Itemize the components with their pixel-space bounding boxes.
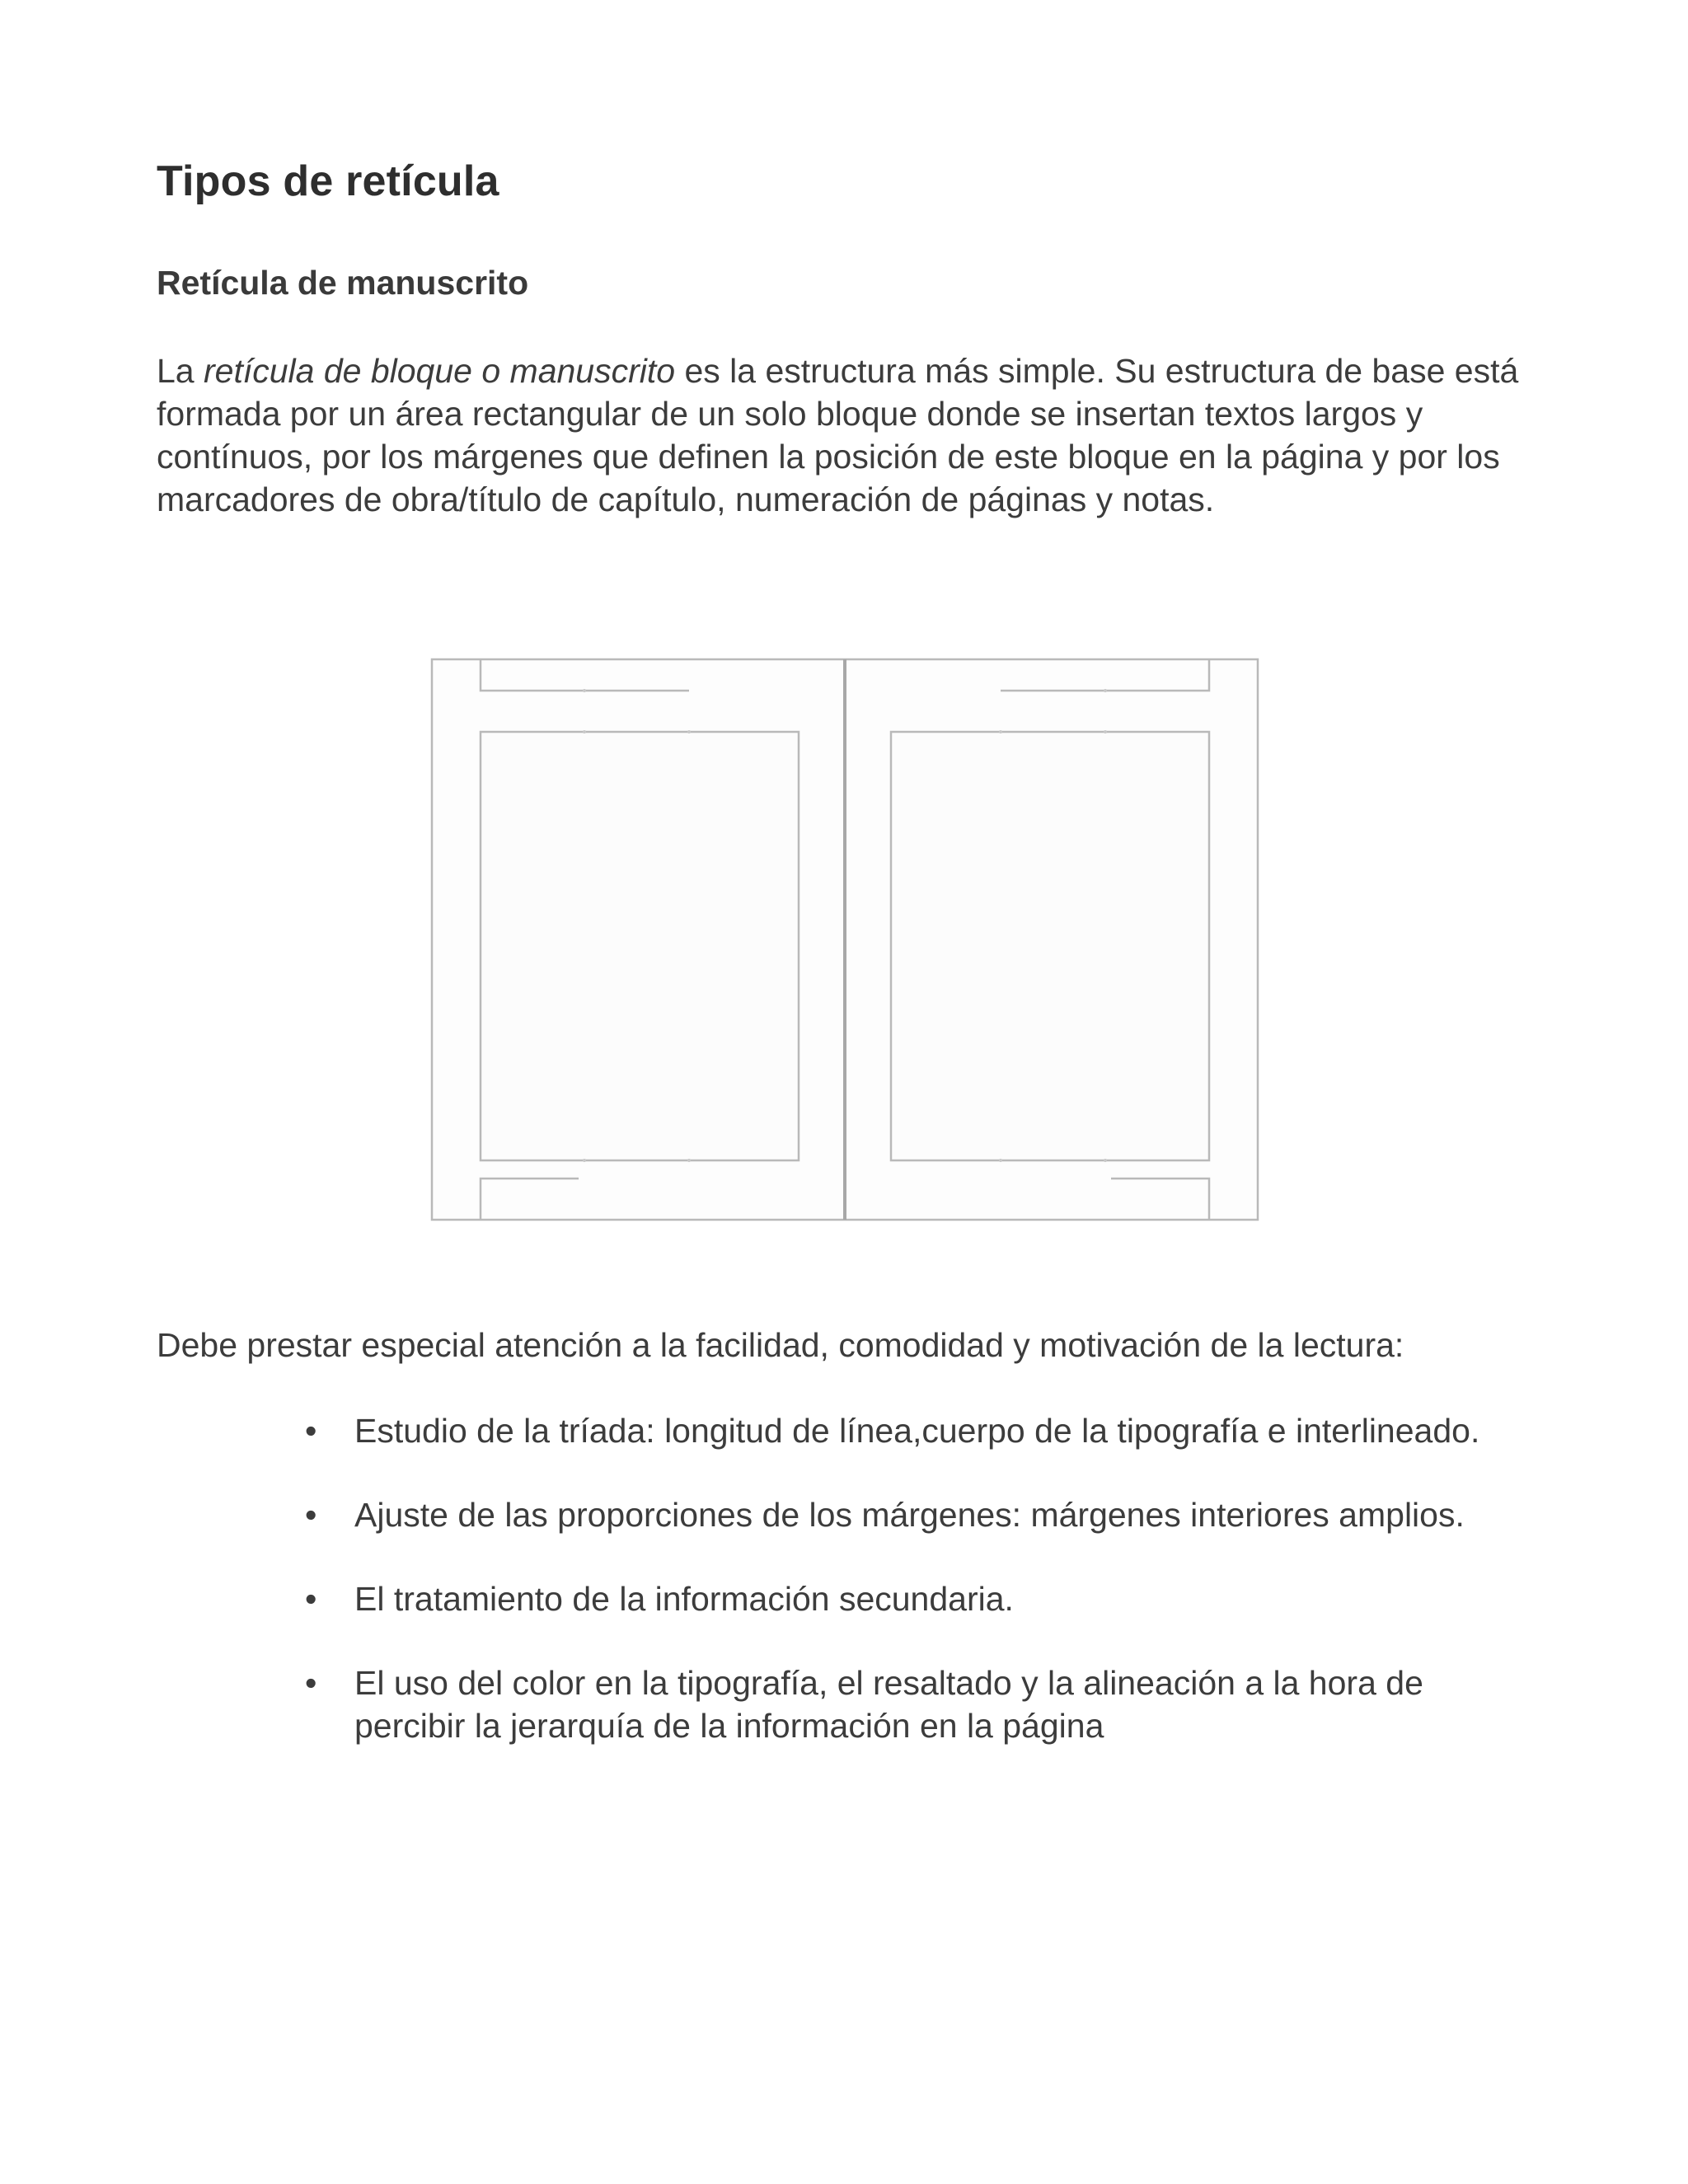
list-item bbox=[297, 1493, 1517, 1536]
paragraph-prefix: La bbox=[157, 352, 204, 390]
tick-mark bbox=[1104, 730, 1107, 733]
tick-mark bbox=[1104, 1159, 1107, 1162]
list-item-text: El uso del color en la tipografía, el resaltado y la alineación a la hora de percibir la jerarquía de la información en la página bbox=[354, 1664, 1423, 1745]
paragraph-rest: es la estructura más simple. Su estructura de base está formada por un área rectangular de un solo bloque donde se insertan textos largos y contínuos, por los márgenes que definen la posición de este bloque en la página y por los marcadores de obra/título de capítulo, numeración de páginas y notas. bbox=[157, 352, 1519, 518]
left-text-block bbox=[481, 732, 799, 1160]
tick-mark bbox=[1104, 689, 1107, 692]
tick-mark bbox=[583, 1159, 586, 1162]
tick-mark bbox=[583, 730, 586, 733]
tick-mark bbox=[999, 1159, 1002, 1162]
bullet-icon: • bbox=[305, 1580, 317, 1618]
tick-mark bbox=[687, 1159, 691, 1162]
paragraph-emphasis: retícula de bloque o manuscrito bbox=[204, 352, 676, 390]
right-text-block bbox=[891, 732, 1209, 1160]
section-heading: Retícula de manuscrito bbox=[157, 264, 529, 302]
bullet-icon: • bbox=[305, 1664, 317, 1702]
list-item bbox=[297, 1409, 1517, 1452]
tick-mark bbox=[583, 689, 586, 692]
manuscript-grid-diagram bbox=[430, 658, 1259, 1221]
bullet-icon: • bbox=[305, 1412, 317, 1450]
list-item-text: El tratamiento de la información secundaria. bbox=[354, 1580, 1014, 1618]
list-item bbox=[297, 1661, 1517, 1747]
intro-paragraph: Debe prestar especial atención a la facilidad, comodidad y motivación de la lectura: bbox=[157, 1326, 1404, 1364]
list-item-text: Ajuste de las proporciones de los márgenes: márgenes interiores amplios. bbox=[354, 1496, 1465, 1534]
body-paragraph bbox=[157, 349, 1541, 521]
page-title: Tipos de retícula bbox=[157, 157, 499, 205]
list-item-text: Estudio de la tríada: longitud de línea,cuerpo de la tipografía e interlineado. bbox=[354, 1412, 1480, 1450]
list-item bbox=[297, 1577, 1517, 1620]
tick-mark bbox=[999, 730, 1002, 733]
bullet-icon: • bbox=[305, 1496, 317, 1534]
tick-mark bbox=[687, 730, 691, 733]
bullet-list bbox=[297, 1409, 1517, 1788]
